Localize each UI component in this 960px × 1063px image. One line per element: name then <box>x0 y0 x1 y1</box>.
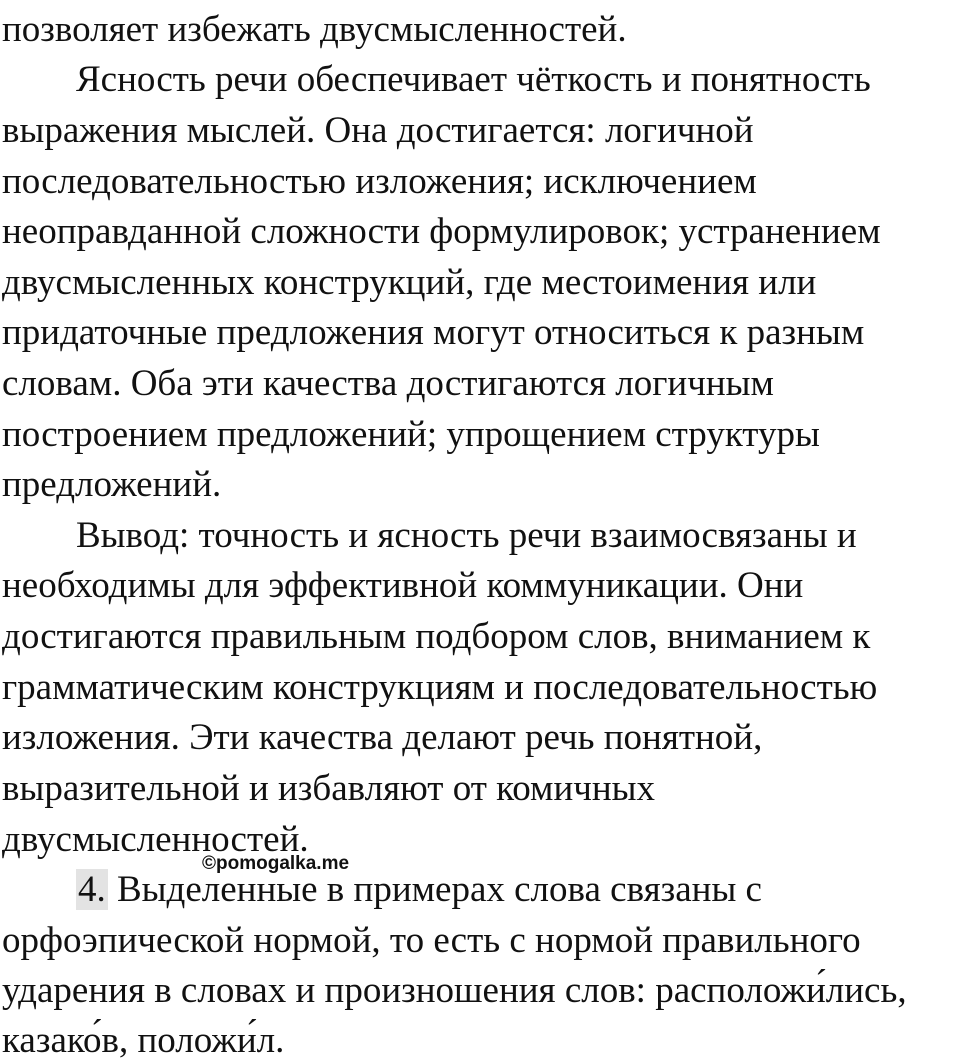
text-line: двусмысленностей. <box>2 819 309 860</box>
text-line: выразительной и избавляют от комичных <box>2 768 656 809</box>
text-line: достигаются правильным подбором слов, вниманием к <box>2 616 871 657</box>
watermark: ©pomogalka.me <box>202 853 350 874</box>
text-line: грамматическим конструкциям и последовательностью <box>2 667 878 708</box>
text-line: необходимы для эффективной коммуникации. Они <box>2 565 804 606</box>
text-line: изложения. Эти качества делают речь понятной, <box>2 717 763 758</box>
text-line: словам. Оба эти качества достигаются логичным <box>2 363 774 404</box>
text-line: построением предложений; упрощением структуры <box>2 414 820 455</box>
item-number-badge: 4. <box>78 869 106 910</box>
text-line: выражения мыслей. Она достигается: логичной <box>2 110 754 151</box>
text-line: предложений. <box>2 464 222 505</box>
item-4-text: Выделенные в примерах слова связаны с <box>107 869 762 910</box>
item-4-first-line <box>76 868 762 912</box>
text-line: придаточные предложения могут относиться к разным <box>2 312 865 353</box>
text-line: двусмысленных конструкций, где местоимения или <box>2 262 817 303</box>
text-line: казако́в, положи́л. <box>2 1020 285 1061</box>
text-line: неоправданной сложности формулировок; устранением <box>2 211 881 252</box>
paragraph-first-line: Ясность речи обеспечивает чёткость и понятность <box>76 59 871 100</box>
paragraph-first-line: Вывод: точность и ясность речи взаимосвязаны и <box>76 515 857 556</box>
text-line: орфоэпической нормой, то есть с нормой правильного <box>2 920 861 961</box>
text-line: ударения в словах и произношения слов: расположи́лись, <box>2 970 907 1011</box>
text-line: последовательностью изложения; исключением <box>2 161 757 202</box>
text-line: позволяет избежать двусмысленностей. <box>2 9 627 50</box>
